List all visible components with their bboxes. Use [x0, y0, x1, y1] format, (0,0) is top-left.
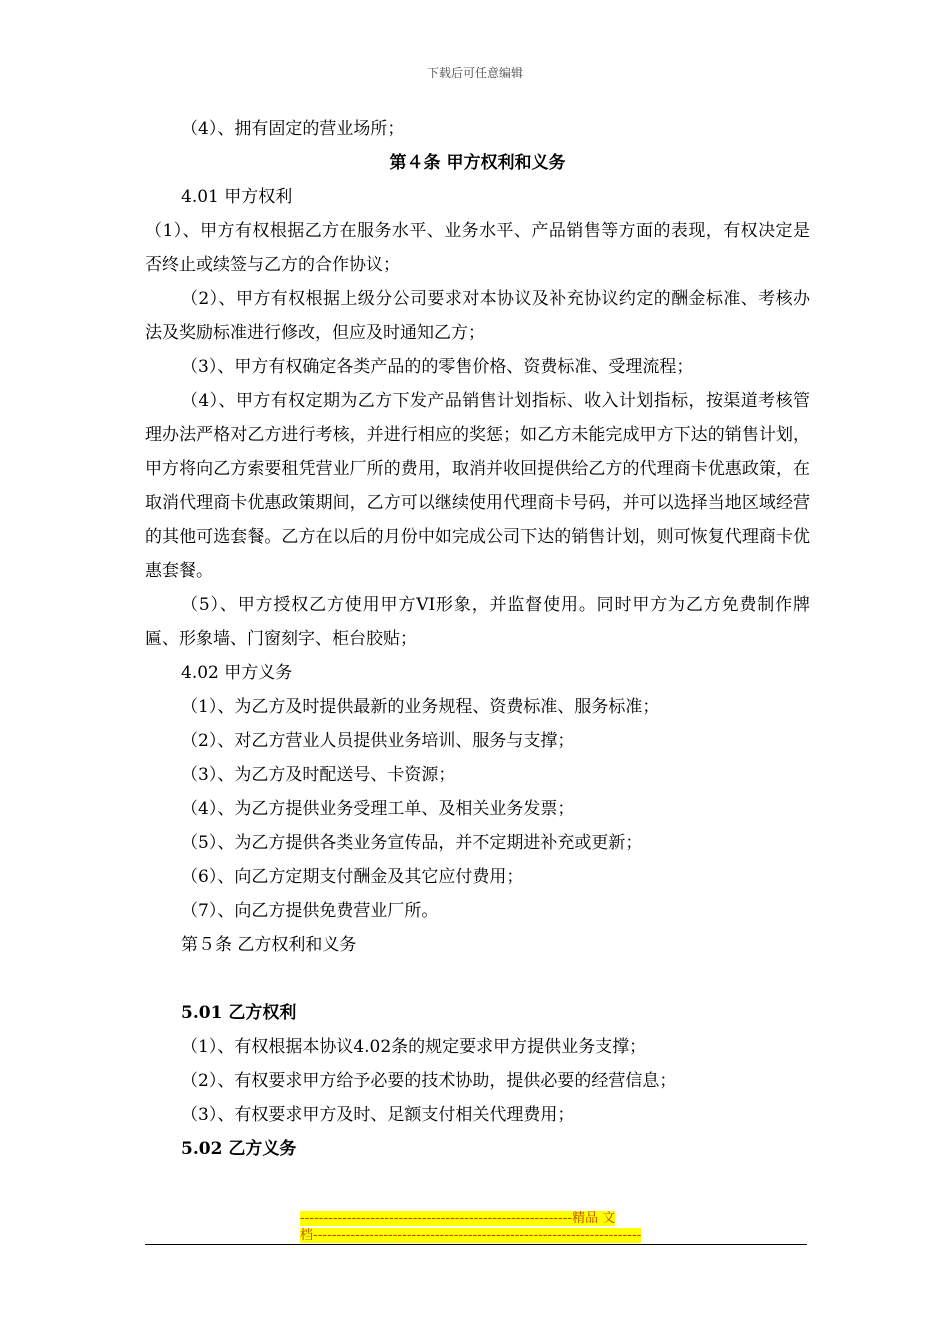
paragraph: （4）、拥有固定的营业场所； — [181, 119, 405, 139]
page-header: 下载后可任意编辑 — [426, 66, 523, 80]
paragraph: （5）、甲方授权乙方使用甲方VI形象，并监督使用。同时甲方为乙方免费制作牌匾、形象墙、门窗刻字、柜台胶贴； — [145, 595, 810, 649]
footer-rule — [145, 1244, 807, 1245]
list-item: （4）、为乙方提供业务受理工单、及相关业务发票； — [181, 799, 575, 819]
footer-line-2: 档---------------------------------------------------------------------- — [300, 1228, 642, 1243]
list-item: （6）、向乙方定期支付酬金及其它应付费用； — [181, 867, 524, 887]
list-item: （1）、有权根据本协议4.02条的规定要求甲方提供业务支撑； — [181, 1037, 647, 1057]
list-item: （2）、对乙方营业人员提供业务培训、服务与支撑； — [181, 731, 575, 751]
section-heading: 5.02 乙方义务 — [181, 1139, 297, 1159]
section-heading: 4.01 甲方权利 — [181, 187, 293, 207]
article-4-heading: 第４条 甲方权利和义务 — [389, 153, 566, 173]
page-footer — [300, 1210, 650, 1244]
list-item: （1）、为乙方及时提供最新的业务规程、资费标准、服务标准； — [181, 697, 660, 717]
article-5-heading: 第５条 乙方权利和义务 — [181, 935, 357, 955]
list-item: （2）、有权要求甲方给予必要的技术协助，提供必要的经营信息； — [181, 1071, 677, 1091]
section-heading: 5.01 乙方权利 — [181, 1003, 297, 1023]
list-item: （5）、为乙方提供各类业务宣传品，并不定期进补充或更新； — [181, 833, 643, 853]
paragraph: （2）、甲方有权根据上级分公司要求对本协议及补充协议约定的酬金标准、考核办法及奖励标准进行修改，但应及时通知乙方； — [145, 289, 810, 343]
document-body — [145, 112, 810, 1166]
list-item: （7）、向乙方提供免费营业厂所。 — [181, 901, 439, 921]
spacer — [145, 962, 810, 996]
footer-line-1: ----------------------------------------------------------精品 文 — [300, 1211, 616, 1226]
list-item: （3）、为乙方及时配送号、卡资源； — [181, 765, 456, 785]
paragraph: （1）、甲方有权根据乙方在服务水平、业务水平、产品销售等方面的表现，有权决定是否终止或续签与乙方的合作协议； — [145, 221, 810, 275]
paragraph: （3）、甲方有权确定各类产品的的零售价格、资费标准、受理流程； — [181, 357, 694, 377]
section-heading: 4.02 甲方义务 — [181, 663, 293, 683]
paragraph: （4）、甲方有权定期为乙方下发产品销售计划指标、收入计划指标，按渠道考核管理办法严格对乙方进行考核，并进行相应的奖惩；如乙方未能完成甲方下达的销售计划，甲方将向乙方索要租凭营业厂所的费用，取消并收回提供给乙方的代理商卡优惠政策，在取消代理商卡优惠政策期间，乙方可以继续使用代理商卡号码，并可以选择当地区域经营的其他可选套餐。乙方在以后的月份中如完成公司下达的销售计划，则可恢复代理商卡优惠套餐。 — [145, 391, 810, 581]
list-item: （3）、有权要求甲方及时、足额支付相关代理费用； — [181, 1105, 575, 1125]
